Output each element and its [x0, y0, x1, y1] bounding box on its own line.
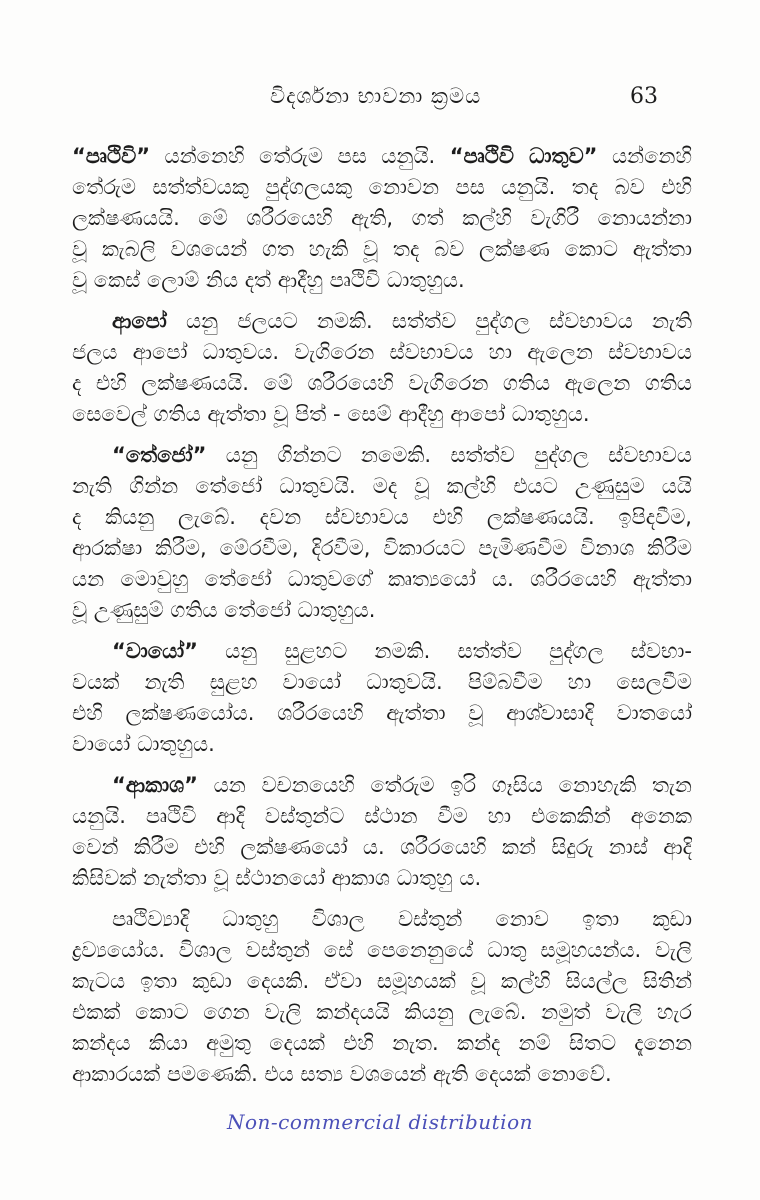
paragraph: [72, 770, 692, 894]
text-run: ද එහි ලක්ෂණයයි. මේ ශරීරයෙහි වැගිරෙන ගතිය ඇලෙන ගතිය: [72, 371, 692, 395]
text-line: [72, 863, 692, 894]
text-run: ලක්ෂණයයි. මේ ශරීරයෙහි ඇති, ගත් කල්හි වැගිරී නොයන්නා: [72, 206, 692, 230]
text-line: [72, 801, 692, 832]
text-run: එහි ලක්ෂණයෝය. ශරීරයෙහි ඇත්තා වූ ආශ්වාසාදි වාතයෝ: [72, 701, 692, 725]
text-line: [72, 533, 692, 564]
text-run: ද්‍රව්‍යයෝය. විශාල වස්තුන් සේ පෙනෙනුයේ ධාතු සමූහයන්ය. වැලි: [72, 938, 692, 962]
paragraph: [72, 306, 692, 430]
text-line: [72, 1028, 692, 1059]
text-run: යනු ගින්නට නමෙකි. සත්ත්ව පුද්ගල ස්වභාවය: [206, 443, 692, 467]
text-run: කන්දය කියා අමුතු දෙයක් එහි නැත. කන්ද නම් සිතට දැනෙන: [72, 1031, 692, 1055]
text-line: [72, 595, 692, 626]
text-line: [72, 966, 692, 997]
bold-term: “ආකාශ”: [112, 773, 198, 797]
text-run: කැටය ඉතා කුඩා දෙයකි. ඒවා සමූහයක් වූ කල්හි සියල්ල සිතින්: [72, 969, 692, 993]
text-line: [72, 832, 692, 863]
text-run: වායෝ ධාතුහුය.: [72, 732, 215, 756]
paragraph: [72, 141, 692, 296]
text-line: [72, 471, 692, 502]
text-line: [72, 564, 692, 595]
page-body: [72, 141, 692, 1100]
text-run: වූ කෙස් ලොම් නිය දත් ආදීහු පෘථිවි ධාතුහුය.: [72, 268, 465, 292]
text-line: [72, 306, 692, 337]
text-run: යන වචනයෙහි තේරුම ඉරි ගෑසිය නොහැකි තැන: [197, 773, 692, 797]
text-line: [72, 265, 692, 296]
paragraph: [72, 904, 692, 1090]
text-run: කිසිවක් නැත්තා වූ ස්ථානයෝ ආකාශ ධාතුහු ය.: [72, 866, 482, 890]
page-footer: [0, 1110, 760, 1134]
text-run: වයක් නැති සුළහ වායෝ ධාතුවයි. පිම්බවීම හා සෙලවීම: [72, 670, 692, 694]
text-run: එකක් කොට ගෙන වැලි කන්දයයි කියනු ලැබේ. නමුත් වැලි හැර: [72, 1000, 692, 1024]
text-run: යනු සුළහට නමකි. සත්ත්ව පුද්ගල ස්වභා-: [197, 639, 692, 663]
text-line: [72, 1059, 692, 1090]
text-run: යන්නෙහි: [597, 144, 692, 168]
text-line: [72, 904, 692, 935]
text-run: සෙවෙල් ගතිය ඇත්තා වූ පිත් - සෙම් ආදීහු ආපෝ ධාතුහුය.: [72, 402, 590, 426]
text-line: [72, 368, 692, 399]
text-run: පෘථිව්‍යාදි ධාතුහු විශාල වස්තුන් නොව ඉතා කුඩා: [112, 907, 692, 931]
bold-term: ආපෝ: [112, 309, 167, 333]
text-line: [72, 729, 692, 760]
text-line: [72, 337, 692, 368]
text-run: ජලය ආපෝ ධාතුවය. වැගිරෙන ස්වභාවය හා ඇලෙන ස්වභාවය: [72, 340, 692, 364]
text-line: [72, 997, 692, 1028]
bold-term: “තේජෝ”: [112, 443, 207, 467]
paragraph: [72, 440, 692, 626]
text-line: [72, 770, 692, 801]
page-header: [0, 84, 760, 114]
text-run: යනු ජලයට නමකි. සත්ත්ව පුද්ගල ස්වභාවය නැති: [166, 309, 692, 333]
text-line: [72, 502, 692, 533]
running-title: විදර්ශනා භාවනා ක්‍රමය: [270, 84, 482, 108]
text-run: වෙන් කිරීම එහි ලක්ෂණයෝ ය. ශරීරයෙහි කන් සිදුරු නාස් ආදි: [72, 835, 692, 859]
text-run: වූ උණුසුම් ගතිය තේජෝ ධාතුහුය.: [72, 598, 376, 622]
text-run: ආකාරයක් පමණෙකි. එය සත්‍ය වශයෙන් ඇති දෙයක් නොවේ.: [72, 1062, 612, 1086]
text-line: [72, 141, 692, 172]
bold-term: “වායෝ”: [112, 639, 198, 663]
bold-term: “පෘථිවි”: [72, 144, 151, 168]
text-run: යනුයි. පෘථිවි ආදි වස්තුන්ට ස්ථාන වීම හා එකෙකින් අනෙක: [72, 804, 692, 828]
text-line: [72, 172, 692, 203]
bold-term: “පෘථිවි ධාතුව”: [449, 144, 598, 168]
text-run: ද කියනු ලැබේ. දවන ස්වභාවය එහි ලක්ෂණයයි. ඉපිදවීම,: [72, 505, 692, 529]
text-line: [72, 399, 692, 430]
text-run: යන මොවුහු තේජෝ ධාතුවගේ කෘත්‍යයෝ ය. ශරීරයෙහි ඇත්තා: [72, 567, 692, 591]
text-line: [72, 935, 692, 966]
text-line: [72, 234, 692, 265]
text-line: [72, 667, 692, 698]
paragraph: [72, 636, 692, 760]
footer-note: Non-commercial distribution: [226, 1110, 534, 1134]
text-run: නැති ගින්න තේජෝ ධාතුවයි. මද වූ කල්හි එයට උණුසුම යයි: [72, 474, 692, 498]
text-line: [72, 203, 692, 234]
text-line: [72, 440, 692, 471]
page-number: 63: [630, 84, 658, 109]
text-line: [72, 698, 692, 729]
text-run: තේරුම සත්ත්වයකු පුද්ගලයකු නොවන පස යනුයි. තද බව එහි: [72, 175, 692, 199]
text-run: යන්නෙහි තේරුම පස යනුයි.: [150, 144, 450, 168]
text-line: [72, 636, 692, 667]
text-run: වූ කැබලි වශයෙන් ගත හැකි වූ තද බව ලක්ෂණ කොට ඇත්තා: [72, 237, 692, 261]
text-run: ආරක්ෂා කිරීම, මේරවීම, දිරවීම, විකාරයට පැමිණවීම විනාශ කිරීම: [72, 536, 692, 560]
